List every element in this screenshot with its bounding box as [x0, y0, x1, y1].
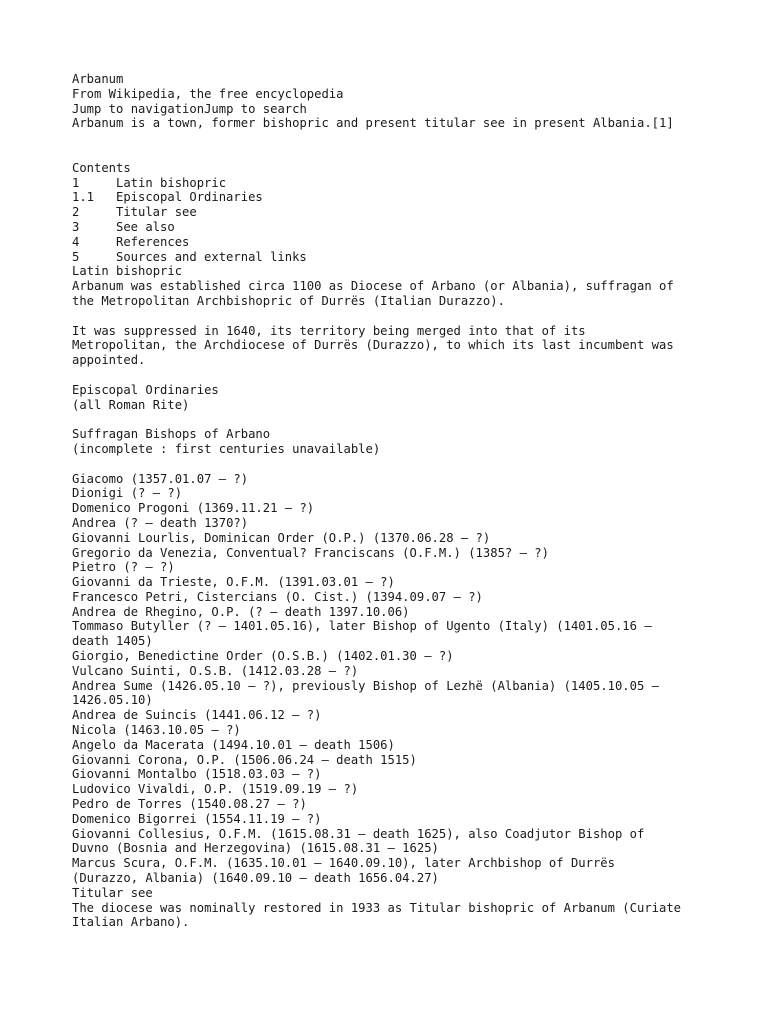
paragraph-line: Arbanum was established circa 1100 as Diocese of Arbano (or Albania), suffragan of — [72, 279, 674, 294]
list-item: Giacomo (1357.01.07 – ?) — [72, 471, 249, 486]
list-item: Giovanni Collesius, O.F.M. (1615.08.31 – death 1625), also Coadjutor Bishop of — [72, 826, 645, 841]
list-item: death 1405) — [72, 634, 153, 649]
list-item: Andrea Sume (1426.05.10 – ?), previously Bishop of Lezhë (Albania) (1405.10.05 – — [72, 678, 659, 693]
list-item: Pedro de Torres (1540.08.27 – ?) — [72, 797, 307, 812]
section-heading-episcopal-ordinaries: Episcopal Ordinaries — [72, 382, 219, 397]
list-item: Duvno (Bosnia and Herzegovina) (1615.08.31 – 1625) — [72, 841, 439, 856]
paragraph-line: the Metropolitan Archbishopric of Durrës (Italian Durazzo). — [72, 293, 505, 308]
toc-number: 4 — [72, 234, 80, 249]
list-item: Giorgio, Benedictine Order (O.S.B.) (1402.01.30 – ?) — [72, 649, 454, 664]
bishops-list — [72, 472, 768, 886]
toc-item[interactable] — [72, 190, 768, 205]
list-item: Domenico Progoni (1369.11.21 – ?) — [72, 501, 315, 516]
toc-item[interactable] — [72, 176, 768, 191]
section-heading-titular-see: Titular see — [72, 885, 153, 900]
paragraph-line: The diocese was nominally restored in 1933 as Titular bishopric of Arbanum (Curiate — [72, 900, 682, 915]
list-item: (Durazzo, Albania) (1640.09.10 – death 1656.04.27) — [72, 871, 439, 886]
paragraph-line: It was suppressed in 1640, its territory being merged into that of its — [72, 323, 586, 338]
toc-number: 3 — [72, 219, 80, 234]
rite-note: (all Roman Rite) — [72, 397, 190, 412]
toc-label[interactable]: Sources and external links — [116, 249, 307, 264]
list-item: Angelo da Macerata (1494.10.01 – death 1506) — [72, 737, 395, 752]
paragraph-line: appointed. — [72, 353, 146, 368]
toc-label[interactable]: Latin bishopric — [116, 175, 227, 190]
toc-item[interactable] — [72, 220, 768, 235]
list-item: Pietro (? – ?) — [72, 560, 175, 575]
contents-heading: Contents — [72, 160, 131, 175]
toc-item[interactable] — [72, 235, 768, 250]
toc-label[interactable]: Titular see — [116, 205, 197, 220]
paragraph-line: Italian Arbano). — [72, 915, 190, 930]
incomplete-note: (incomplete : first centuries unavailable) — [72, 441, 381, 456]
intro-text: Arbanum is a town, former bishopric and present titular see in present Albania.[1] — [72, 116, 674, 131]
list-item: Ludovico Vivaldi, O.P. (1519.09.19 – ?) — [72, 782, 359, 797]
toc-label[interactable]: See also — [116, 219, 175, 234]
list-item: Francesco Petri, Cistercians (O. Cist.) (1394.09.07 – ?) — [72, 589, 483, 604]
list-item: Dionigi (? – ?) — [72, 486, 183, 501]
toc-number: 1 — [72, 175, 80, 190]
jump-links[interactable]: Jump to navigationJump to search — [72, 101, 307, 116]
list-item: Vulcano Suinti, O.S.B. (1412.03.28 – ?) — [72, 663, 359, 678]
list-item: Giovanni Lourlis, Dominican Order (O.P.) (1370.06.28 – ?) — [72, 530, 491, 545]
toc-number: 2 — [72, 205, 80, 220]
toc-item[interactable] — [72, 205, 768, 220]
paragraph-line: Metropolitan, the Archdiocese of Durrës (Durazzo), to which its last incumbent was — [72, 338, 674, 353]
list-item: Domenico Bigorrei (1554.11.19 – ?) — [72, 811, 322, 826]
section-heading-latin-bishopric: Latin bishopric — [72, 264, 183, 279]
toc-number: 5 — [72, 249, 80, 264]
list-item: Tommaso Butyller (? – 1401.05.16), later Bishop of Ugento (Italy) (1401.05.16 – — [72, 619, 652, 634]
toc-label[interactable]: References — [116, 234, 190, 249]
list-item: Giovanni da Trieste, O.F.M. (1391.03.01 – ?) — [72, 575, 395, 590]
list-item: Nicola (1463.10.05 – ?) — [72, 723, 241, 738]
list-item: 1426.05.10) — [72, 693, 153, 708]
toc-item[interactable] — [72, 250, 768, 265]
list-item: Andrea (? – death 1370?) — [72, 515, 249, 530]
list-item: Giovanni Montalbo (1518.03.03 – ?) — [72, 767, 322, 782]
subheading-suffragan-bishops: Suffragan Bishops of Arbano — [72, 427, 271, 442]
list-item: Andrea de Suincis (1441.06.12 – ?) — [72, 708, 322, 723]
toc-label[interactable]: Episcopal Ordinaries — [116, 190, 263, 205]
contents-list — [72, 176, 768, 265]
toc-number: 1.1 — [72, 190, 95, 205]
list-item: Giovanni Corona, O.P. (1506.06.24 – death 1515) — [72, 752, 417, 767]
list-item: Gregorio da Venezia, Conventual? Franciscans (O.F.M.) (1385? – ?) — [72, 545, 549, 560]
list-item: Andrea de Rhegino, O.P. (? – death 1397.10.06) — [72, 604, 410, 619]
page-title: Arbanum — [72, 72, 124, 86]
list-item: Marcus Scura, O.F.M. (1635.10.01 – 1640.09.10), later Archbishop of Durrës — [72, 856, 615, 871]
source-line: From Wikipedia, the free encyclopedia — [72, 86, 344, 101]
